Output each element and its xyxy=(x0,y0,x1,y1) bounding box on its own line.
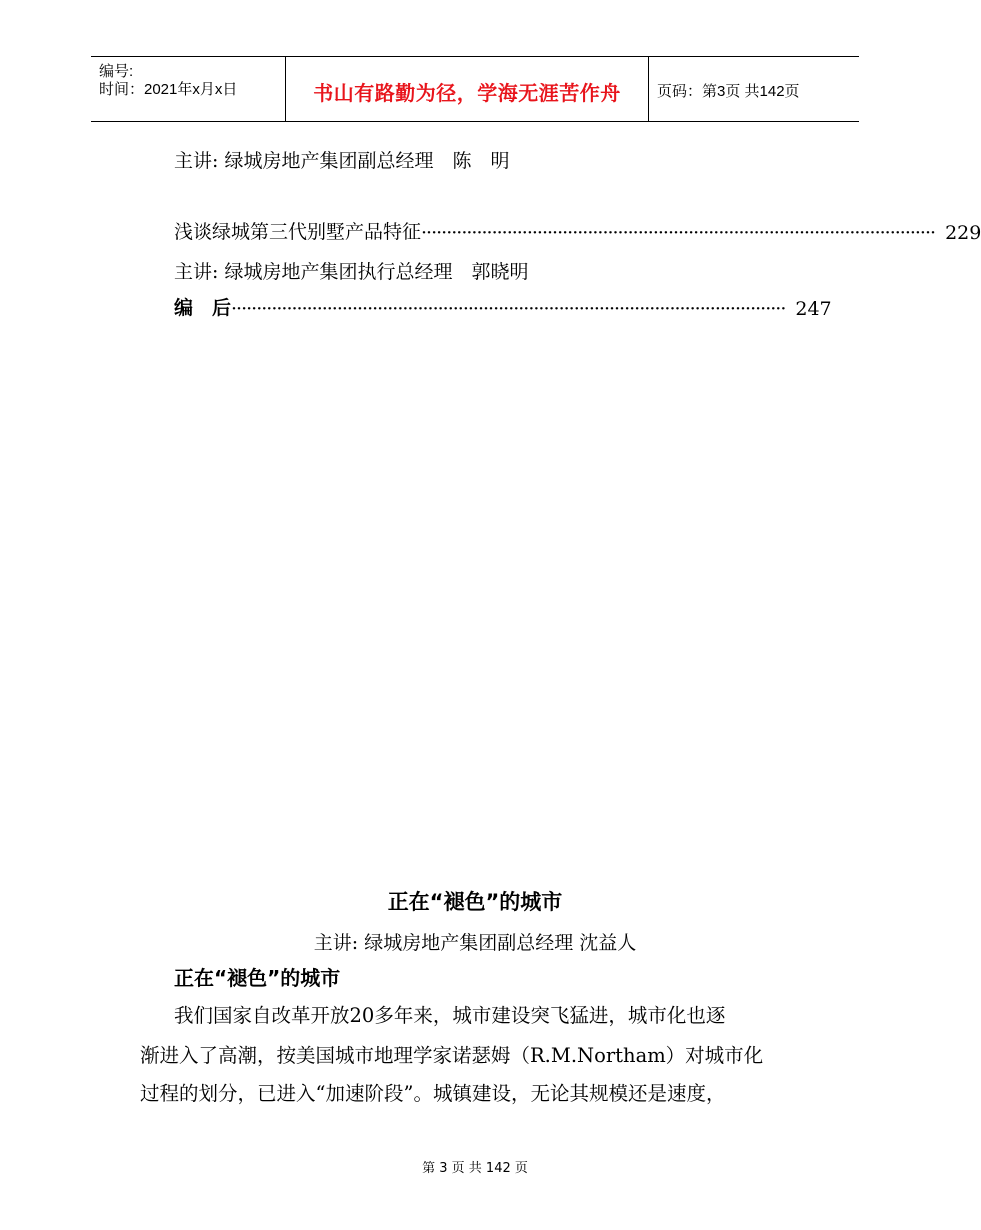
article-title: 正在“褪色”的城市 xyxy=(387,890,563,914)
paragraph-line: 渐进入了高潮，按美国城市地理学家诺瑟姆（R.M.Northam）对城市化 xyxy=(140,1044,764,1067)
toc-speaker-line: 主讲: 绿城房地产集团副总经理 陈 明 xyxy=(174,150,510,172)
toc-speaker-line: 主讲: 绿城房地产集团执行总经理 郭晓明 xyxy=(174,261,529,283)
header-time-label: 时间：2021年x月x日 xyxy=(99,81,238,98)
toc-entry-title: 编 后 xyxy=(174,297,232,319)
page-footer: 第 3 页 共 142 页 xyxy=(422,1161,528,1176)
header-page-label: 页码：第3页 共142页 xyxy=(657,83,800,100)
header-motto-cell xyxy=(286,57,649,121)
header-motto: 书山有路勤为径，学海无涯苦作舟 xyxy=(313,83,621,105)
header-meta-cell xyxy=(91,57,286,121)
header-code-label: 编号: xyxy=(99,63,134,80)
toc-entry[interactable] xyxy=(174,218,981,244)
header-page-cell xyxy=(649,57,859,121)
toc-leader-dots: ······································································································ xyxy=(421,222,936,244)
toc-entry-title: 浅谈绿城第三代别墅产品特征 xyxy=(174,221,422,243)
toc-entry-page: 247 xyxy=(795,298,832,320)
toc-entry[interactable] xyxy=(174,294,832,320)
toc-leader-dots: ·············································································································· xyxy=(231,298,786,320)
paragraph-line: 过程的划分，已进入“加速阶段”。城镇建设，无论其规模还是速度， xyxy=(140,1082,726,1105)
paragraph-line: 我们国家自改革开放20多年来，城市建设突飞猛进，城市化也逐 xyxy=(174,1004,726,1027)
article-speaker: 主讲: 绿城房地产集团副总经理 沈益人 xyxy=(313,932,637,954)
toc-entry-page: 229 xyxy=(945,222,981,244)
page-header xyxy=(91,56,859,122)
section-title: 正在“褪色”的城市 xyxy=(174,966,341,990)
